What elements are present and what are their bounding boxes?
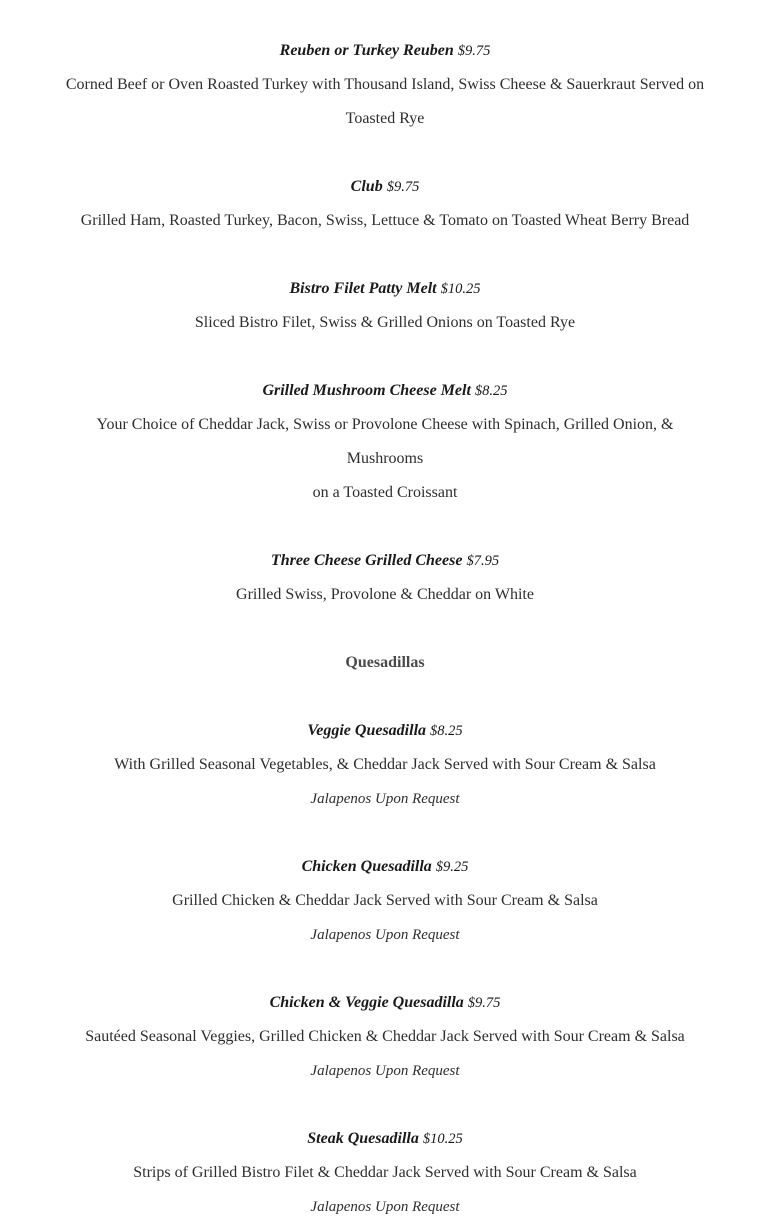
- menu-item-title: [0, 993, 770, 1013]
- item-name: Club: [350, 178, 383, 195]
- item-description: Grilled Ham, Roasted Turkey, Bacon, Swiss, Lettuce & Tomato on Toasted Wheat Berry Bread: [80, 212, 690, 229]
- item-description: Toasted Rye: [345, 110, 425, 127]
- item-price: $9.75: [467, 995, 501, 1011]
- item-price: $8.25: [430, 723, 463, 739]
- item-price: $10.25: [422, 1131, 463, 1147]
- item-note: Jalapenos Upon Request: [310, 791, 460, 807]
- section-heading: Quesadillas: [345, 654, 425, 671]
- item-note: Jalapenos Upon Request: [310, 1063, 460, 1079]
- item-name: Reuben or Turkey Reuben: [279, 42, 454, 59]
- item-description: Grilled Chicken & Cheddar Jack Served with Sour Cream & Salsa: [172, 892, 598, 909]
- item-description: Corned Beef or Oven Roasted Turkey with Thousand Island, Swiss Cheese & Sauerkraut Served on: [65, 76, 705, 93]
- item-name: Veggie Quesadilla: [307, 722, 427, 739]
- item-description: Your Choice of Cheddar Jack, Swiss or Provolone Cheese with Spinach, Grilled Onion, &: [96, 416, 674, 433]
- item-name: Chicken Quesadilla: [301, 858, 432, 875]
- item-description: With Grilled Seasonal Vegetables, & Cheddar Jack Served with Sour Cream & Salsa: [114, 756, 656, 773]
- menu-item-title: [0, 177, 770, 197]
- item-description: Mushrooms: [346, 450, 424, 467]
- item-description: Sliced Bistro Filet, Swiss & Grilled Onions on Toasted Rye: [194, 314, 576, 331]
- item-price: $9.25: [435, 859, 469, 875]
- menu-item-title: [0, 857, 770, 877]
- item-name: Bistro Filet Patty Melt: [289, 280, 437, 297]
- item-name: Grilled Mushroom Cheese Melt: [262, 382, 471, 399]
- item-note: Jalapenos Upon Request: [310, 927, 460, 943]
- item-price: $10.25: [440, 281, 481, 297]
- item-description: Grilled Swiss, Provolone & Cheddar on White: [236, 586, 534, 603]
- menu-item-title: [0, 41, 770, 61]
- item-name: Steak Quesadilla: [307, 1130, 419, 1147]
- item-price: $8.25: [474, 383, 508, 399]
- item-name: Chicken & Veggie Quesadilla: [269, 994, 464, 1011]
- item-price: $9.75: [386, 179, 420, 195]
- item-description: Strips of Grilled Bistro Filet & Cheddar Jack Served with Sour Cream & Salsa: [133, 1164, 637, 1181]
- item-name: Three Cheese Grilled Cheese: [270, 552, 463, 569]
- menu-item-title: [0, 721, 770, 741]
- menu-item-title: [0, 381, 770, 401]
- item-note: Jalapenos Upon Request: [310, 1199, 460, 1215]
- item-description: Sautéed Seasonal Veggies, Grilled Chicken & Cheddar Jack Served with Sour Cream & Salsa: [85, 1028, 685, 1045]
- item-price: $9.75: [457, 43, 491, 59]
- menu-item-title: [0, 551, 770, 571]
- item-price: $7.95: [466, 553, 500, 569]
- item-description: on a Toasted Croissant: [312, 484, 458, 501]
- menu-item-title: [0, 279, 770, 299]
- menu-item-title: [0, 1129, 770, 1149]
